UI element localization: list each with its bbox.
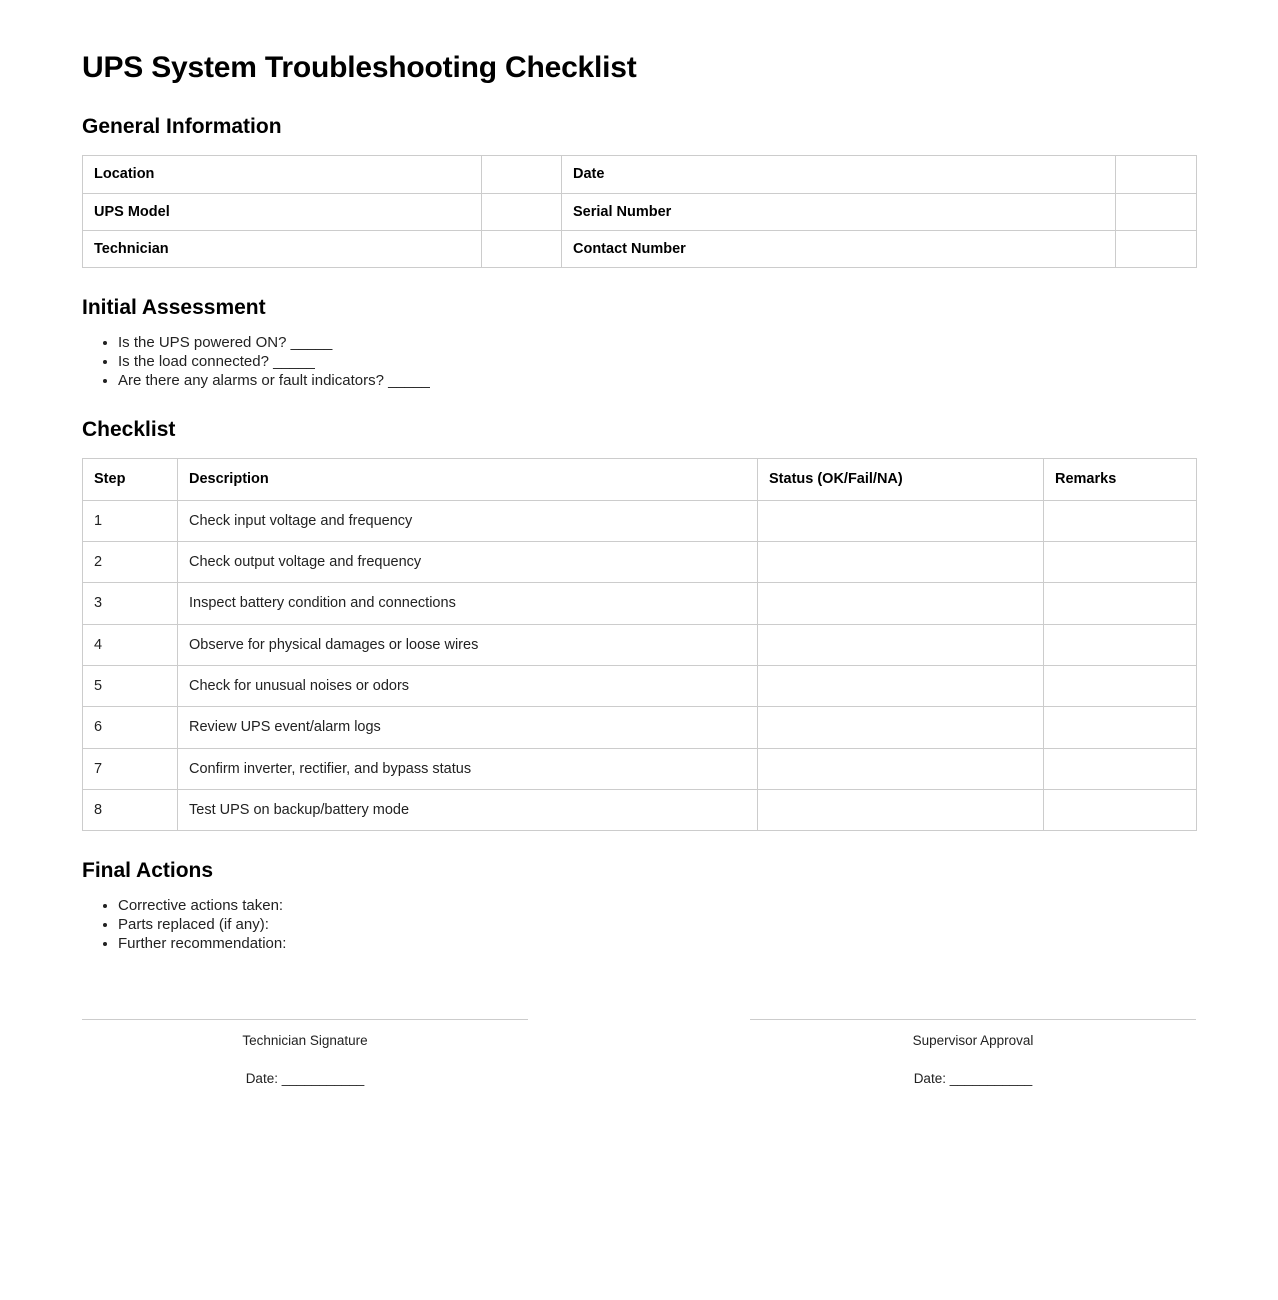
table-row	[83, 583, 1197, 624]
field-value-serial-number[interactable]	[1116, 193, 1197, 230]
field-value-ups-model[interactable]	[482, 193, 562, 230]
column-header-remarks: Remarks	[1044, 459, 1197, 500]
checklist-table	[82, 458, 1197, 831]
list-item: • Corrective actions taken:	[118, 896, 1196, 915]
cell-status[interactable]	[758, 665, 1044, 706]
cell-remarks[interactable]	[1044, 500, 1197, 541]
table-row	[83, 789, 1197, 830]
list-item: • Further recommendation:	[118, 934, 1196, 953]
supervisor-approval-date: Date: ___________	[913, 1070, 1033, 1086]
cell-step: 8	[83, 789, 178, 830]
cell-status[interactable]	[758, 583, 1044, 624]
technician-signature-date: Date: ___________	[245, 1070, 365, 1086]
cell-status[interactable]	[758, 748, 1044, 789]
cell-status[interactable]	[758, 500, 1044, 541]
section-heading-checklist: Checklist	[82, 418, 176, 442]
cell-description: Observe for physical damages or loose wires	[178, 624, 758, 665]
cell-remarks[interactable]	[1044, 665, 1197, 706]
cell-step: 6	[83, 707, 178, 748]
table-row	[83, 665, 1197, 706]
section-heading-general-information: General Information	[82, 115, 282, 138]
field-label-date: Date	[562, 156, 1116, 193]
cell-remarks[interactable]	[1044, 583, 1197, 624]
cell-status[interactable]	[758, 789, 1044, 830]
field-label-ups-model: UPS Model	[83, 193, 482, 230]
final-actions-list	[82, 896, 1196, 954]
cell-status[interactable]	[758, 542, 1044, 583]
table-row	[83, 230, 1197, 267]
column-header-step: Step	[83, 459, 178, 500]
page-title: UPS System Troubleshooting Checklist	[82, 51, 637, 84]
table-row	[83, 500, 1197, 541]
cell-step: 4	[83, 624, 178, 665]
cell-step: 5	[83, 665, 178, 706]
table-row	[83, 542, 1197, 583]
table-row	[83, 624, 1197, 665]
section-heading-final-actions: Final Actions	[82, 859, 214, 883]
table-row	[83, 156, 1197, 193]
general-information-table	[82, 155, 1197, 268]
field-value-location[interactable]	[482, 156, 562, 193]
cell-description: Check input voltage and frequency	[178, 500, 758, 541]
list-item: • Are there any alarms or fault indicators? _____	[118, 371, 1196, 390]
cell-description: Check output voltage and frequency	[178, 542, 758, 583]
field-label-serial-number: Serial Number	[562, 193, 1116, 230]
signature-line	[750, 1019, 1196, 1020]
cell-remarks[interactable]	[1044, 789, 1197, 830]
field-label-location: Location	[83, 156, 482, 193]
cell-description: Test UPS on backup/battery mode	[178, 789, 758, 830]
list-item: • Is the load connected? _____	[118, 352, 1196, 371]
cell-step: 3	[83, 583, 178, 624]
field-value-contact-number[interactable]	[1116, 230, 1197, 267]
column-header-status: Status (OK/Fail/NA)	[758, 459, 1044, 500]
field-label-contact-number: Contact Number	[562, 230, 1116, 267]
signature-line	[82, 1019, 528, 1020]
cell-step: 2	[83, 542, 178, 583]
technician-signature-block	[82, 1019, 528, 1087]
table-row	[83, 707, 1197, 748]
initial-assessment-list	[82, 333, 1196, 391]
supervisor-approval-block	[750, 1019, 1196, 1087]
cell-remarks[interactable]	[1044, 542, 1197, 583]
cell-description: Confirm inverter, rectifier, and bypass status	[178, 748, 758, 789]
cell-step: 7	[83, 748, 178, 789]
field-value-date[interactable]	[1116, 156, 1197, 193]
table-header-row	[83, 459, 1197, 500]
cell-remarks[interactable]	[1044, 624, 1197, 665]
column-header-description: Description	[178, 459, 758, 500]
table-row	[83, 748, 1197, 789]
table-row	[83, 193, 1197, 230]
cell-description: Check for unusual noises or odors	[178, 665, 758, 706]
list-item: • Parts replaced (if any):	[118, 915, 1196, 934]
signature-section	[82, 1019, 1196, 1087]
field-label-technician: Technician	[83, 230, 482, 267]
cell-remarks[interactable]	[1044, 707, 1197, 748]
list-item: • Is the UPS powered ON? _____	[118, 333, 1196, 352]
cell-remarks[interactable]	[1044, 748, 1197, 789]
cell-step: 1	[83, 500, 178, 541]
technician-signature-label: Technician Signature	[242, 1033, 368, 1049]
supervisor-approval-label: Supervisor Approval	[912, 1033, 1034, 1049]
cell-status[interactable]	[758, 707, 1044, 748]
cell-status[interactable]	[758, 624, 1044, 665]
section-heading-initial-assessment: Initial Assessment	[82, 296, 266, 320]
cell-description: Inspect battery condition and connections	[178, 583, 758, 624]
cell-description: Review UPS event/alarm logs	[178, 707, 758, 748]
field-value-technician[interactable]	[482, 230, 562, 267]
